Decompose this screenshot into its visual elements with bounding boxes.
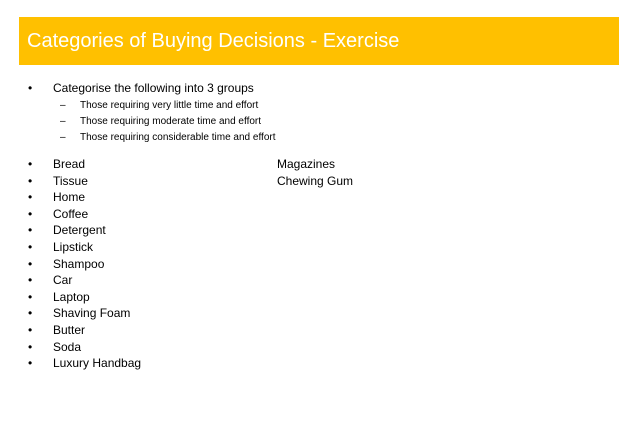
sub-item xyxy=(28,130,618,146)
title-bar xyxy=(19,17,619,65)
item-label: Soda xyxy=(53,339,82,354)
item-label: Bread xyxy=(53,157,86,171)
list-item xyxy=(28,156,618,173)
list-item xyxy=(28,222,618,239)
list-item xyxy=(28,339,618,356)
item-label: Butter xyxy=(53,322,86,337)
bullet-icon: • xyxy=(28,306,33,321)
intro-bullet xyxy=(28,80,618,97)
list-item xyxy=(28,173,618,190)
item-label: Home xyxy=(53,190,86,205)
item-label-col2: Chewing Gum xyxy=(277,173,354,188)
bullet-icon: • xyxy=(28,190,33,205)
sub-item-label: Those requiring considerable time and effort xyxy=(80,132,276,143)
bullet-icon: • xyxy=(28,81,33,95)
list-item xyxy=(28,289,618,306)
dash-icon: – xyxy=(60,100,66,111)
dash-icon: – xyxy=(60,116,66,127)
list-item xyxy=(28,239,618,256)
bullet-icon: • xyxy=(28,322,33,337)
item-label: Car xyxy=(53,273,73,288)
item-label: Shaving Foam xyxy=(53,306,131,321)
sub-item-label: Those requiring moderate time and effort xyxy=(80,116,262,127)
item-label: Detergent xyxy=(53,223,106,238)
sub-item xyxy=(28,98,618,114)
intro-text: Categorise the following into 3 groups xyxy=(53,81,254,95)
list-item xyxy=(28,355,618,372)
item-label-col2: Magazines xyxy=(277,157,336,171)
list-item xyxy=(28,189,618,206)
list-item xyxy=(28,305,618,322)
sub-list xyxy=(28,98,618,146)
item-list xyxy=(28,156,618,372)
list-item xyxy=(28,206,618,223)
bullet-icon: • xyxy=(28,223,33,238)
item-label: Laptop xyxy=(53,289,90,304)
bullet-icon: • xyxy=(28,239,33,254)
item-label: Tissue xyxy=(53,173,88,188)
bullet-icon: • xyxy=(28,206,33,221)
bullet-icon: • xyxy=(28,273,33,288)
sub-item-label: Those requiring very little time and effort xyxy=(80,100,259,111)
bullet-icon: • xyxy=(28,356,33,371)
list-item xyxy=(28,322,618,339)
bullet-icon: • xyxy=(28,256,33,271)
bullet-icon: • xyxy=(28,339,33,354)
bullet-icon: • xyxy=(28,289,33,304)
bullet-icon: • xyxy=(28,157,33,171)
item-label: Coffee xyxy=(53,206,89,221)
item-label: Luxury Handbag xyxy=(53,356,142,371)
sub-item xyxy=(28,114,618,130)
dash-icon: – xyxy=(60,132,66,143)
item-label: Shampoo xyxy=(53,256,105,271)
list-item xyxy=(28,272,618,289)
intro-block xyxy=(28,80,618,146)
slide-title: Categories of Buying Decisions - Exercise xyxy=(27,29,400,52)
bullet-icon: • xyxy=(28,173,33,188)
item-label: Lipstick xyxy=(53,239,94,254)
list-item xyxy=(28,256,618,273)
